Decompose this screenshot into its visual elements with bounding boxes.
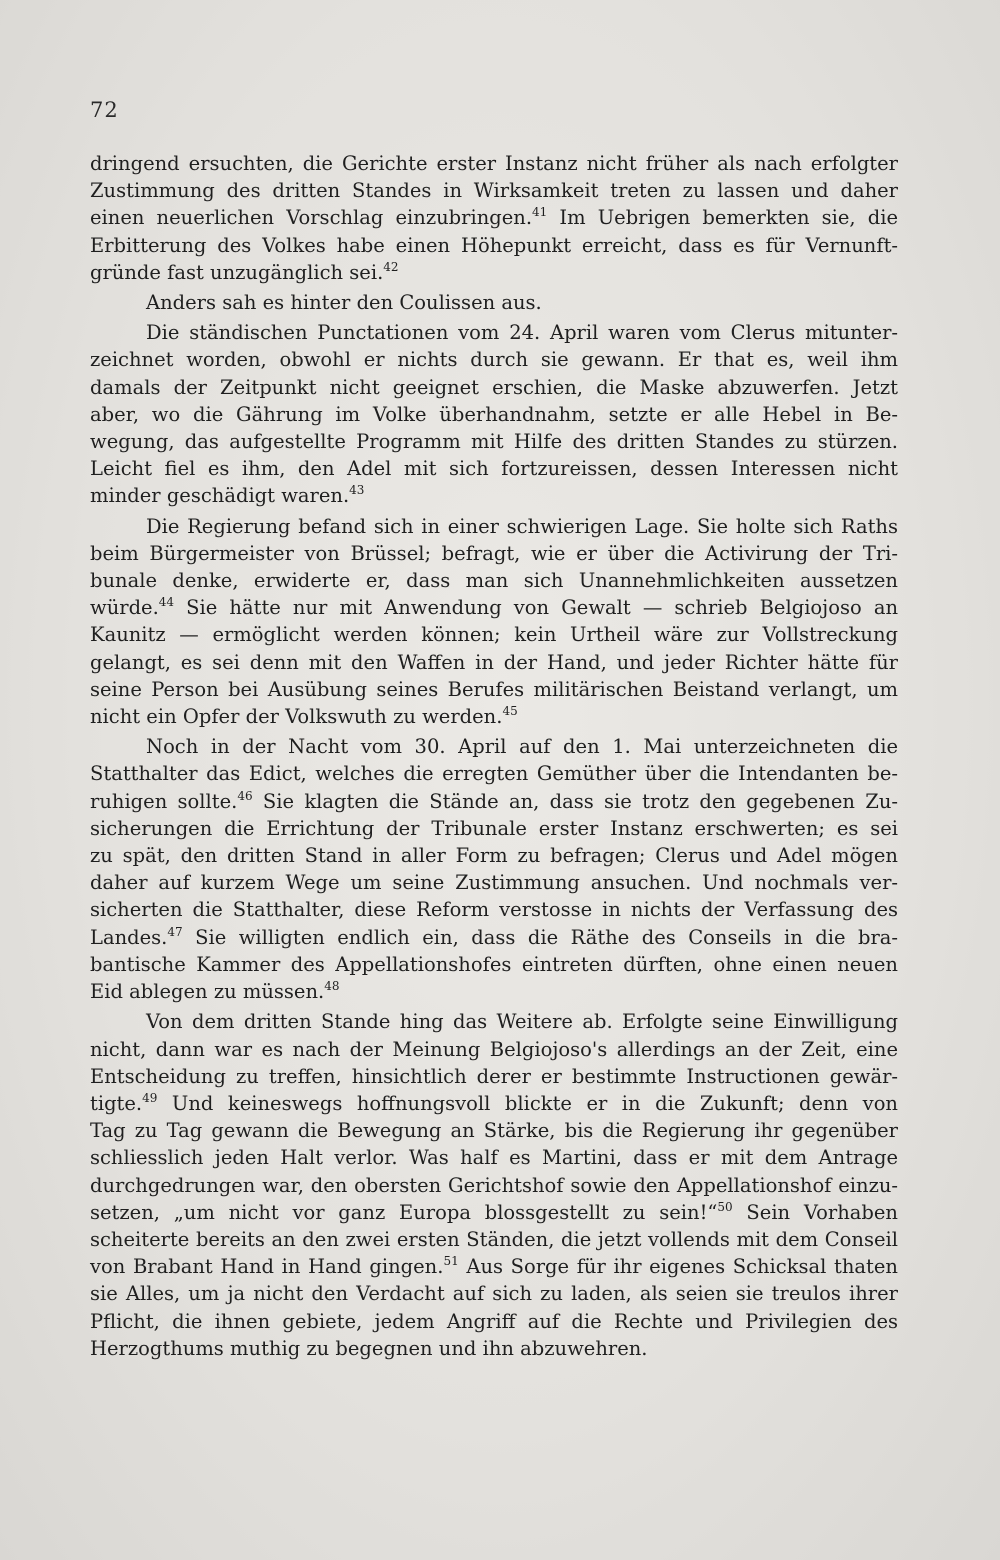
- text-line: [90, 374, 898, 401]
- line-text: aber, wo die Gährung im Volke überhandnahm, setzte er alle Hebel in Be-: [90, 402, 898, 426]
- text-line: [90, 649, 898, 676]
- line-text: von Brabant Hand in Hand gingen.: [90, 1255, 444, 1279]
- text-line: [90, 289, 898, 316]
- footnote-marker: 49: [142, 1090, 158, 1105]
- line-text: Kaunitz — ermöglicht werden können; kein Urtheil wäre zur Vollstreckung: [90, 623, 898, 647]
- line-text: Im Uebrigen bemerkten sie, die: [547, 206, 898, 230]
- text-line: [90, 842, 898, 869]
- line-text: sicherten die Statthalter, diese Reform verstosse in nichts der Verfassung des: [90, 898, 898, 922]
- line-text: Leicht fiel es ihm, den Adel mit sich fortzureissen, dessen Interessen nicht: [90, 457, 898, 481]
- text-line: [90, 1117, 898, 1144]
- line-text: Sie klagten die Stände an, dass sie trotz den gegebenen Zu-: [252, 789, 898, 813]
- text-line: [90, 594, 898, 621]
- footnote-marker: 41: [532, 205, 548, 220]
- line-text: einen neuerlichen Vorschlag einzubringen.: [90, 206, 533, 230]
- line-text: daher auf kurzem Wege um seine Zustimmung ansuchen. Und nochmals ver-: [90, 871, 898, 895]
- text-line: [90, 1008, 898, 1035]
- line-text: Anders sah es hinter den Coulissen aus.: [146, 291, 542, 315]
- text-line: [90, 951, 898, 978]
- line-text: bunale denke, erwiderte er, dass man sich Unannehmlichkeiten aussetzen: [90, 569, 898, 593]
- line-text: zeichnet worden, obwohl er nichts durch sie gewann. Er that es, weil ihm: [90, 348, 898, 372]
- text-line: [90, 1280, 898, 1307]
- line-text: Entscheidung zu treffen, hinsichtlich derer er bestimmte Instructionen gewär-: [90, 1064, 898, 1088]
- line-text: Und keineswegs hoffnungsvoll blickte er in die Zukunft; denn von: [157, 1091, 898, 1115]
- line-text: nicht ein Opfer der Volkswuth zu werden.: [90, 705, 503, 729]
- line-text: beim Bürgermeister von Brüssel; befragt, wie er über die Activirung der Tri-: [90, 541, 898, 565]
- text-line: [90, 1253, 898, 1280]
- line-text: Aus Sorge für ihr eigenes Schicksal thaten: [458, 1255, 898, 1279]
- line-text: Statthalter das Edict, welches die erregten Gemüther über die Intendanten be-: [90, 762, 898, 786]
- line-text: dringend ersuchten, die Gerichte erster Instanz nicht früher als nach erfolgter: [90, 152, 898, 175]
- text-line: [90, 232, 898, 259]
- text-line: [90, 346, 898, 373]
- footnote-marker: 43: [349, 483, 365, 498]
- text-line: [90, 978, 898, 1005]
- line-text: damals der Zeitpunkt nicht geeignet erschien, die Maske abzuwerfen. Jetzt: [90, 375, 898, 399]
- text-line: [90, 540, 898, 567]
- text-line: [90, 482, 898, 509]
- text-line: [90, 924, 898, 951]
- line-text: wegung, das aufgestellte Programm mit Hilfe des dritten Standes zu stürzen.: [90, 430, 898, 454]
- text-line: [90, 150, 898, 177]
- text-line: [90, 676, 898, 703]
- line-text: scheiterte bereits an den zwei ersten Ständen, die jetzt vollends mit dem Conseil: [90, 1227, 898, 1251]
- line-text: ruhigen sollte.: [90, 789, 238, 813]
- text-line: [90, 1199, 898, 1226]
- text-line: [90, 1172, 898, 1199]
- line-text: Sie hätte nur mit Anwendung von Gewalt — schrieb Belgiojoso an: [174, 596, 898, 620]
- line-text: Landes.: [90, 925, 168, 949]
- line-text: zu spät, den dritten Stand in aller Form zu befragen; Clerus und Adel mögen: [90, 844, 898, 868]
- text-line: [90, 401, 898, 428]
- line-text: sicherungen die Errichtung der Tribunale erster Instanz erschwerten; es sei: [90, 816, 898, 840]
- line-text: würde.: [90, 596, 159, 620]
- paragraph: [90, 150, 898, 286]
- footnote-marker: 44: [158, 595, 175, 610]
- line-text: setzen, „um nicht vor ganz Europa blossgestellt zu sein!“: [90, 1200, 718, 1224]
- line-text: Pflicht, die ihnen gebiete, jedem Angriff auf die Rechte und Privilegien des: [90, 1309, 898, 1333]
- line-text: sie Alles, um ja nicht den Verdacht auf sich zu laden, als seien sie treulos ihrer: [90, 1282, 898, 1306]
- text-line: [90, 319, 898, 346]
- text-line: [90, 815, 898, 842]
- line-text: gelangt, es sei denn mit den Waffen in der Hand, und jeder Richter hätte für: [90, 650, 898, 674]
- text-line: [90, 703, 898, 730]
- footnote-marker: 47: [167, 924, 183, 939]
- line-text: Erbitterung des Volkes habe einen Höhepunkt erreicht, dass es für Vernunft-: [90, 233, 898, 257]
- line-text: Von dem dritten Stande hing das Weitere ab. Erfolgte seine Einwilligung: [146, 1010, 898, 1034]
- line-text: Eid ablegen zu müssen.: [90, 980, 325, 1004]
- line-text: tigte.: [90, 1091, 143, 1115]
- line-text: durchgedrungen war, den obersten Gerichtshof sowie den Appellationshof einzu-: [90, 1173, 898, 1197]
- line-text: Sie willigten endlich ein, dass die Räthe des Conseils in die bra-: [182, 925, 898, 949]
- line-text: Sein Vorhaben: [732, 1200, 898, 1224]
- page-number: 72: [90, 98, 119, 122]
- text-line: [90, 1144, 898, 1171]
- line-text: Die Regierung befand sich in einer schwierigen Lage. Sie holte sich Raths: [146, 514, 898, 538]
- line-text: minder geschädigt waren.: [90, 484, 350, 508]
- text-line: [90, 788, 898, 815]
- line-text: schliesslich jeden Halt verlor. Was half es Martini, dass er mit dem Antrage: [90, 1146, 898, 1170]
- text-line: [90, 455, 898, 482]
- body-text: [90, 150, 898, 1365]
- paragraph: [90, 1008, 898, 1362]
- text-line: [90, 513, 898, 540]
- text-line: [90, 428, 898, 455]
- paragraph: [90, 319, 898, 509]
- text-line: [90, 760, 898, 787]
- footnote-marker: 45: [502, 704, 518, 719]
- line-text: Die ständischen Punctationen vom 24. April waren vom Clerus mitunter-: [146, 321, 898, 345]
- paragraph: [90, 733, 898, 1005]
- footnote-marker: 42: [383, 259, 399, 274]
- footnote-marker: 46: [237, 788, 253, 803]
- text-line: [90, 733, 898, 760]
- text-line: [90, 1335, 898, 1362]
- text-line: [90, 1063, 898, 1090]
- footnote-marker: 48: [324, 979, 340, 994]
- text-line: [90, 1036, 898, 1063]
- paragraph: [90, 289, 898, 316]
- paragraph: [90, 513, 898, 731]
- footnote-marker: 51: [443, 1254, 459, 1269]
- text-line: [90, 1090, 898, 1117]
- text-line: [90, 896, 898, 923]
- line-text: nicht, dann war es nach der Meinung Belgiojoso's allerdings an der Zeit, eine: [90, 1037, 898, 1061]
- line-text: gründe fast unzugänglich sei.: [90, 260, 384, 284]
- line-text: Herzogthums muthig zu begegnen und ihn abzuwehren.: [90, 1336, 648, 1360]
- text-line: [90, 259, 898, 286]
- line-text: Noch in der Nacht vom 30. April auf den 1. Mai unterzeichneten die: [146, 735, 898, 759]
- text-line: [90, 1308, 898, 1335]
- text-line: [90, 177, 898, 204]
- text-line: [90, 869, 898, 896]
- text-line: [90, 204, 898, 231]
- line-text: seine Person bei Ausübung seines Berufes militärischen Beistand verlangt, um: [90, 677, 898, 701]
- footnote-marker: 50: [717, 1199, 733, 1214]
- line-text: bantische Kammer des Appellationshofes eintreten dürften, ohne einen neuen: [90, 952, 898, 976]
- text-line: [90, 621, 898, 648]
- text-line: [90, 567, 898, 594]
- text-line: [90, 1226, 898, 1253]
- line-text: Zustimmung des dritten Standes in Wirksamkeit treten zu lassen und daher: [90, 179, 898, 203]
- line-text: Tag zu Tag gewann die Bewegung an Stärke, bis die Regierung ihr gegenüber: [90, 1119, 898, 1143]
